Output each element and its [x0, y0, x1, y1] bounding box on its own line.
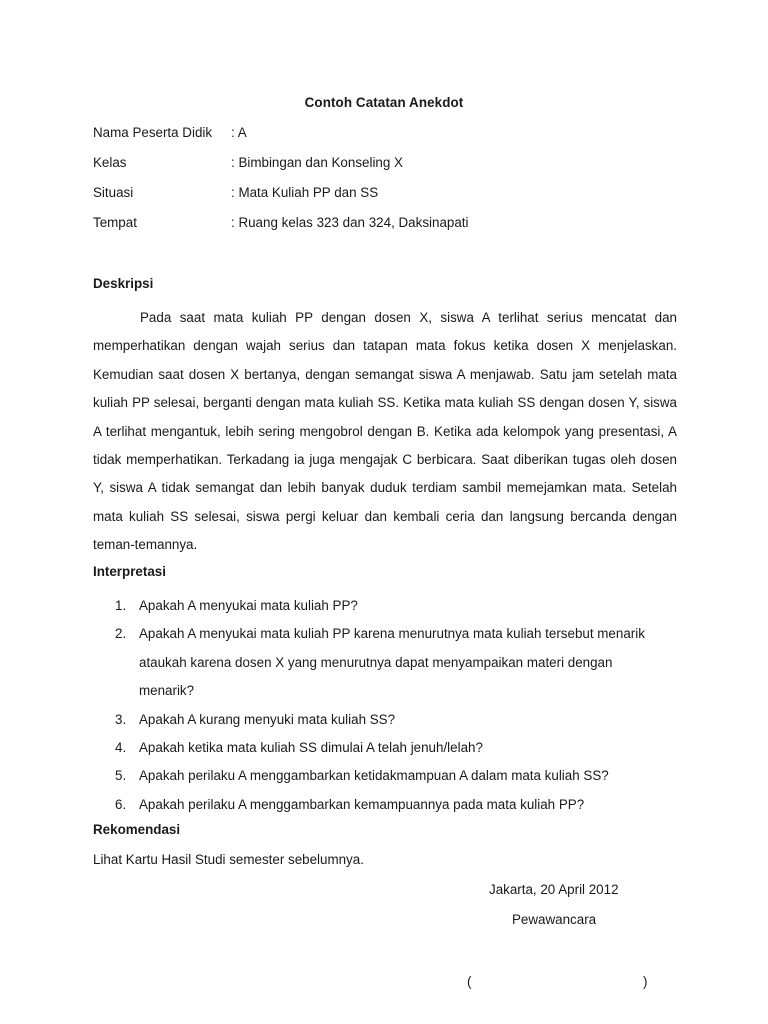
list-item-text: Apakah ketika mata kuliah SS dimulai A telah jenuh/lelah?	[139, 740, 483, 756]
signature-paren-open: (	[467, 974, 472, 989]
field-tempat	[93, 213, 468, 233]
field-label: Situasi	[93, 185, 134, 200]
heading-interpretasi: Interpretasi	[93, 564, 166, 579]
heading-rekomendasi: Rekomendasi	[93, 822, 181, 837]
list-number: 3.	[115, 711, 127, 727]
field-value: : Bimbingan dan Konseling X	[231, 155, 403, 170]
field-situasi	[93, 183, 378, 203]
field-label: Tempat	[93, 215, 137, 230]
field-label: Nama Peserta Didik	[93, 125, 213, 140]
interpretasi-list	[93, 592, 653, 819]
list-item	[93, 620, 653, 705]
list-item	[93, 791, 653, 819]
field-kelas	[93, 153, 403, 173]
field-value: : Mata Kuliah PP dan SS	[231, 185, 379, 200]
list-item	[93, 706, 653, 734]
list-number: 6.	[115, 796, 127, 812]
list-item	[93, 592, 653, 620]
list-item-text: Apakah A menyukai mata kuliah PP?	[139, 598, 358, 613]
field-value: : Ruang kelas 323 dan 324, Daksinapati	[231, 215, 469, 230]
list-number: 1.	[115, 598, 127, 613]
list-item-text: Apakah perilaku A menggambarkan kemampuannya pada mata kuliah PP?	[139, 796, 585, 812]
list-number: 4.	[115, 740, 127, 756]
list-item	[93, 762, 653, 790]
list-number: 5.	[115, 768, 127, 784]
document-title: Contoh Catatan Anekdot	[304, 95, 464, 110]
list-number: 2.	[115, 626, 127, 642]
signature-paren-close: )	[643, 974, 648, 989]
signature-place-date: Jakarta, 20 April 2012	[489, 882, 619, 897]
rekomendasi-text: Lihat Kartu Hasil Studi semester sebelumnya.	[93, 852, 364, 867]
signature-role: Pewawancara	[512, 912, 597, 927]
list-item	[93, 734, 653, 762]
list-item-text: Apakah perilaku A menggambarkan ketidakmampuan A dalam mata kuliah SS?	[139, 768, 609, 784]
list-item-text: Apakah A menyukai mata kuliah PP karena menurutnya mata kuliah tersebut menarik ataukah karena dosen X yang menurutnya dapat menyampaikan materi dengan menarik?	[139, 626, 645, 699]
field-label: Kelas	[93, 155, 127, 170]
field-nama-peserta-didik	[93, 123, 247, 143]
list-item-text: Apakah A kurang menyuki mata kuliah SS?	[139, 711, 396, 727]
heading-deskripsi: Deskripsi	[93, 276, 154, 291]
field-value: : A	[231, 125, 247, 140]
deskripsi-paragraph: Pada saat mata kuliah PP dengan dosen X, siswa A terlihat serius mencatat dan memperhatikan dengan wajah serius dan tatapan mata fokus ketika dosen X menjelaskan. Kemudian saat dosen X bertanya, dengan semangat siswa A menjawab. Satu jam setelah mata kuliah PP selesai, berganti dengan mata kuliah SS. Ketika mata kuliah SS dengan dosen Y, siswa A terlihat mengantuk, lebih sering mengobrol dengan B. Ketika ada kelompok yang presentasi, A tidak memperhatikan. Terkadang ia juga mengajak C berbicara. Saat diberikan tugas oleh dosen Y, siswa A tidak semangat dan lebih banyak duduk terdiam sambil memejamkan mata. Setelah mata kuliah SS selesai, siswa pergi keluar dan kembali ceria dan langsung bercanda dengan teman-temannya.	[93, 310, 677, 553]
